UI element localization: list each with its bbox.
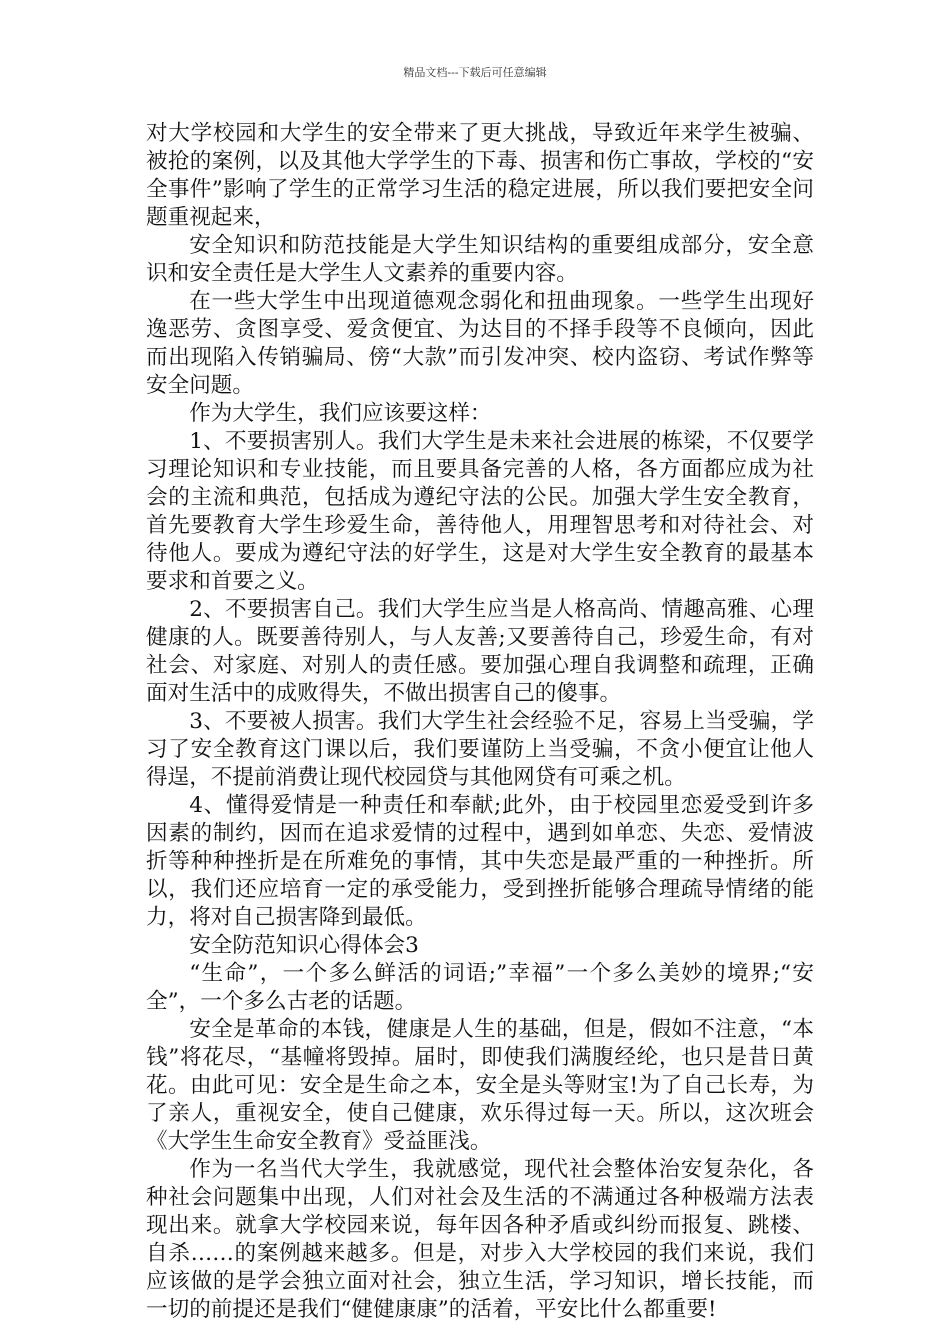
paragraph-1: 对大学校园和大学生的安全带来了更大挑战，导致近年来学生被骗、被抢的案例，以及其他大学学生的下毒、损害和伤亡事故，学校的“安全事件”影响了学生的正常学习生活的稳定进展，所以我们要把安全问题重视起来， [146,121,814,230]
paragraph-6: 2、不要损害自己。我们大学生应当是人格高尚、情趣高雅、心理健康的人。既要善待别人，与人友善;又要善待自己，珍爱生命，有对社会、对家庭、对别人的责任感。要加强心理自我调整和疏理，正确面对生活中的成败得失，不做出损害自己的傻事。 [146,597,814,706]
paragraph-7: 3、不要被人损害。我们大学生社会经验不足，容易上当受骗，学习了安全教育这门课以后，我们要谨防上当受骗，不贪小便宜让他人得逞，不提前消费让现代校园贷与其他网贷有可乘之机。 [146,709,814,790]
section-heading: 安全防范知识心得体会3 [189,933,419,958]
paragraph-4: 作为大学生，我们应该要这样： [189,401,492,426]
paragraph-12: 作为一名当代大学生，我就感觉，现代社会整体治安复杂化，各种社会问题集中出现，人们对社会及生活的不满通过各种极端方法表现出来。就拿大学校园来说，每年因各种矛盾或纠纷而报复、跳楼、自杀……的案例越来越多。但是，对步入大学校园的我们来说，我们应该做的是学会独立面对社会，独立生活，学习知识，增长技能，而一切的前提还是我们“健健康康”的活着，平安比什么都重要! [146,1157,814,1322]
paragraph-2: 安全知识和防范技能是大学生知识结构的重要组成部分，安全意识和安全责任是大学生人文素养的重要内容。 [146,233,814,286]
document-body [146,120,814,1324]
paragraph-5: 1、不要损害别人。我们大学生是未来社会进展的栋梁，不仅要学习理论知识和专业技能，而且要具备完善的人格，各方面都应成为社会的主流和典范，包括成为遵纪守法的公民。加强大学生安全教育，首先要教育大学生珍爱生命，善待他人，用理智思考和对待社会、对待他人。要成为遵纪守法的好学生，这是对大学生安全教育的最基本要求和首要之义。 [146,429,814,594]
page-header: 精品文档---下载后可任意编辑 [403,66,547,79]
paragraph-3: 在一些大学生中出现道德观念弱化和扭曲现象。一些学生出现好逸恶劳、贪图享受、爱贪便宜、为达目的不择手段等不良倾向，因此而出现陷入传销骗局、傍“大款”而引发冲突、校内盗窃、考试作弊等安全问题。 [146,289,814,398]
paragraph-11: 安全是革命的本钱，健康是人生的基础，但是，假如不注意，“本钱”将花尽，“基幢将毁掉。届时，即使我们满腹经纶，也只是昔日黄花。由此可见：安全是生命之本，安全是头等财宝!为了自己长寿，为了亲人，重视安全，使自己健康，欢乐得过每一天。所以，这次班会《大学生生命安全教育》受益匪浅。 [146,1017,814,1154]
paragraph-8: 4、懂得爱情是一种责任和奉献;此外，由于校园里恋爱受到许多因素的制约，因而在追求爱情的过程中，遇到如单恋、失恋、爱情波折等种种挫折是在所难免的事情，其中失恋是最严重的一种挫折。所以，我们还应培育一定的承受能力，受到挫折能够合理疏导情绪的能力，将对自己损害降到最低。 [146,793,814,930]
paragraph-10: “生命”，一个多么鲜活的词语;”幸福”一个多么美妙的境界;“安全”，一个多么古老的话题。 [146,961,814,1014]
